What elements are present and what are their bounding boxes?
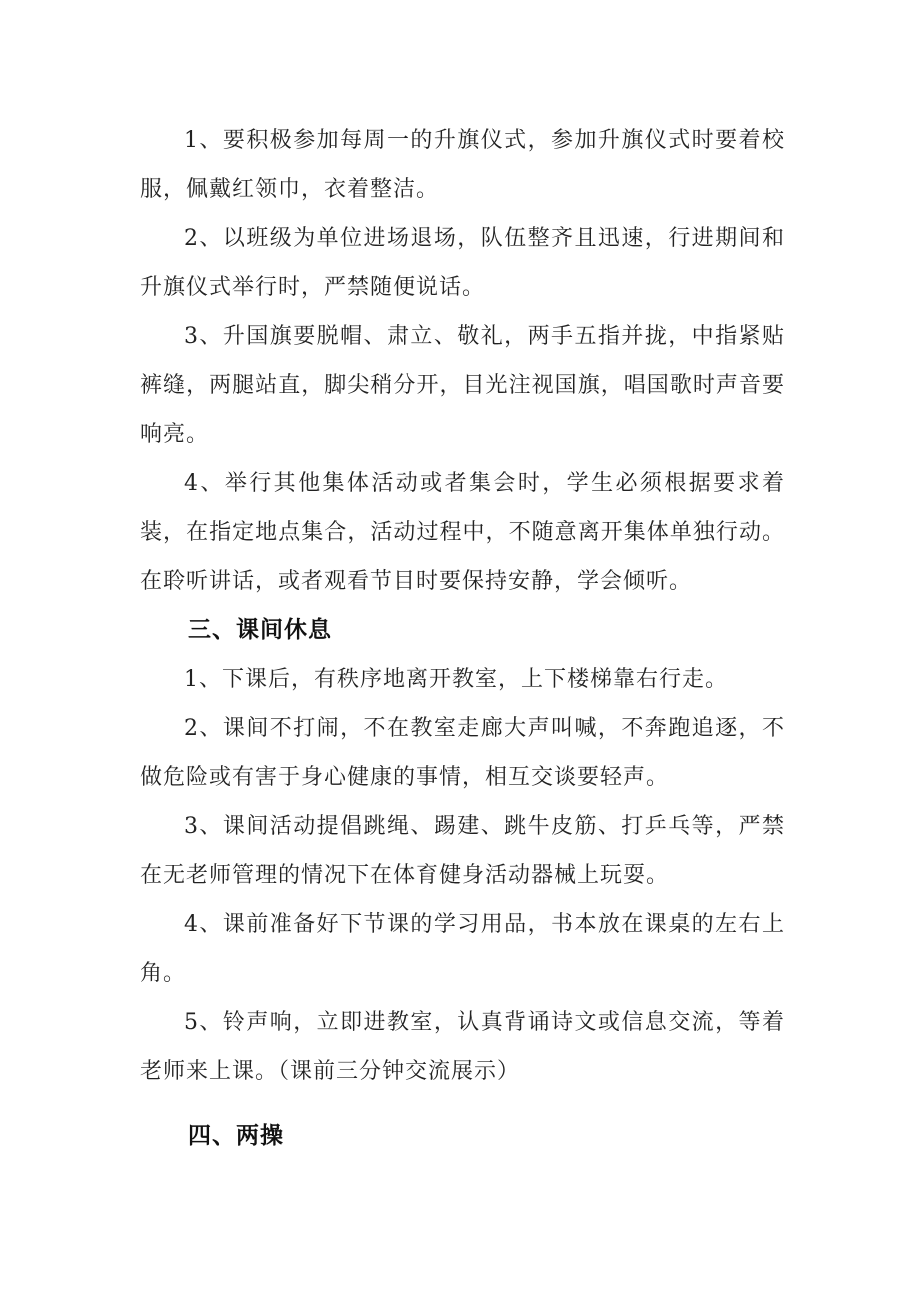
section-heading-break: 三、课间休息 <box>188 617 332 643</box>
ceremony-rule-3: 3、升国旗要脱帽、肃立、敬礼，两手五指并拢，中指紧贴裤缝，两腿站直，脚尖稍分开，目光注视国旗，唱国歌时声音要响亮。 <box>140 324 785 447</box>
ceremony-rule-2: 2、以班级为单位进场退场，队伍整齐且迅速，行进期间和升旗仪式举行时，严禁随便说话。 <box>140 226 785 300</box>
document-body <box>140 116 785 1161</box>
section-heading-exercise: 四、两操 <box>188 1123 284 1149</box>
ceremony-rule-4: 4、举行其他集体活动或者集会时，学生必须根据要求着装，在指定地点集合，活动过程中，不随意离开集体单独行动。在聆听讲话，或者观看节目时要保持安静，学会倾听。 <box>140 471 785 594</box>
break-rule-5: 5、铃声响，立即进教室，认真背诵诗文或信息交流，等着老师来上课。（课前三分钟交流展示） <box>140 1010 785 1084</box>
ceremony-rule-1: 1、要积极参加每周一的升旗仪式，参加升旗仪式时要着校服，佩戴红领巾，衣着整洁。 <box>140 128 785 202</box>
break-rule-1: 1、下课后，有秩序地离开教室，上下楼梯靠右行走。 <box>184 667 728 692</box>
break-rule-4: 4、课前准备好下节课的学习用品，书本放在课桌的左右上角。 <box>140 912 785 986</box>
break-rule-3: 3、课间活动提倡跳绳、踢建、跳牛皮筋、打乒乓等，严禁在无老师管理的情况下在体育健身活动器械上玩耍。 <box>140 814 785 888</box>
break-rule-2: 2、课间不打闹，不在教室走廊大声叫喊，不奔跑追逐，不做危险或有害于身心健康的事情，相互交谈要轻声。 <box>140 716 785 790</box>
